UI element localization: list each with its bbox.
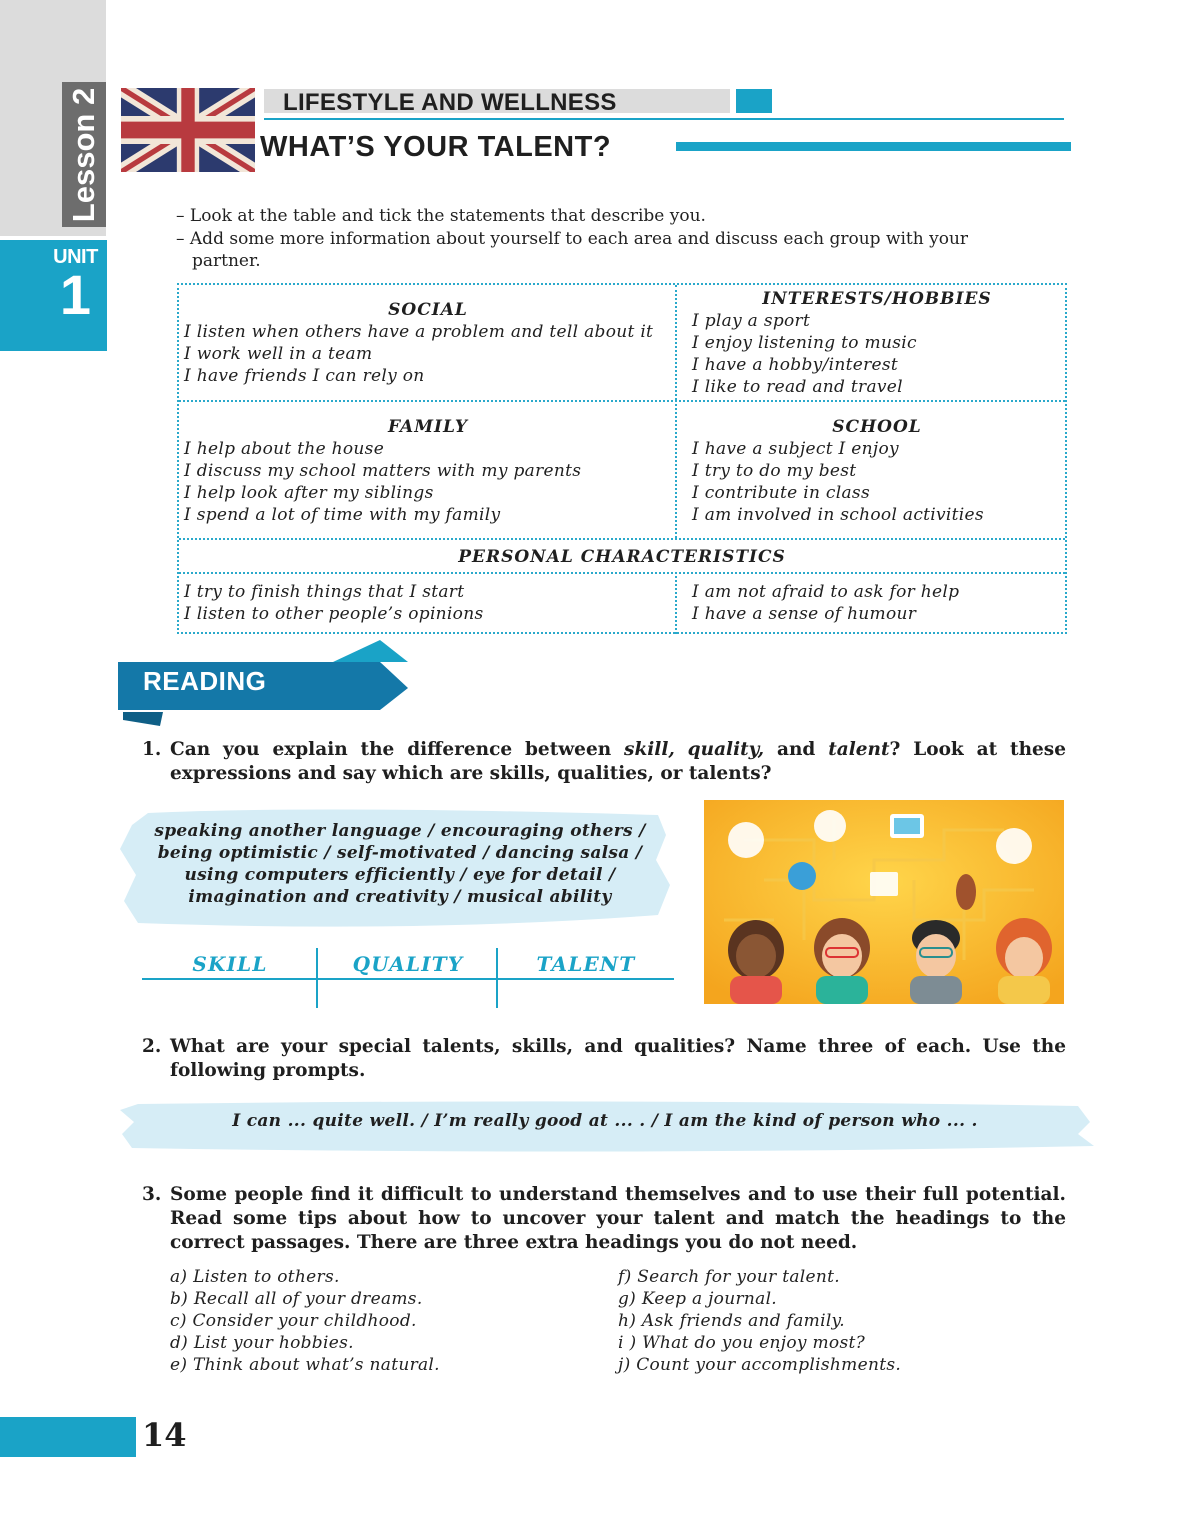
talent-column-header: TALENT xyxy=(536,952,636,976)
personal-left-cell xyxy=(184,581,672,625)
task-3-number: 3. xyxy=(142,1184,162,1205)
family-item: I discuss my school matters with my parents xyxy=(184,461,582,481)
table-divider xyxy=(179,538,1065,540)
interests-item: I like to read and travel xyxy=(692,377,903,397)
heading-option: j) Count your accomplishments. xyxy=(618,1355,902,1375)
skill-table-line xyxy=(142,978,674,980)
talent-table xyxy=(177,283,1067,634)
social-item: I work well in a team xyxy=(184,344,373,364)
school-item: I try to do my best xyxy=(692,461,857,481)
school-cell xyxy=(692,416,1062,526)
heading-option: b) Recall all of your dreams. xyxy=(170,1289,423,1309)
heading-option: c) Consider your childhood. xyxy=(170,1311,417,1331)
family-cell xyxy=(184,416,672,526)
expression-line: imagination and creativity / musical ability xyxy=(188,887,612,907)
interests-item: I have a hobby/interest xyxy=(692,355,899,375)
table-divider xyxy=(675,572,677,634)
task-1-text: Can you explain the difference between skill, quality, and talent? Look at these expressions and say which are skills, qualities, or talents? xyxy=(170,739,1066,784)
personal-item: I listen to other people’s opinions xyxy=(184,604,484,624)
table-divider xyxy=(179,400,1065,402)
unit-word: UNIT xyxy=(53,246,98,268)
unit-tab xyxy=(0,240,107,351)
heading-option: a) Listen to others. xyxy=(170,1267,340,1287)
heading-option: e) Think about what’s natural. xyxy=(170,1355,440,1375)
task-1-number: 1. xyxy=(142,739,162,760)
task-3-text: Some people find it difficult to understand themselves and to use their full potential. Read some tips about how to uncover your talent and match the headings to the correct passages. There are three extra headings you do not need. xyxy=(170,1184,1066,1253)
heading-option: f) Search for your talent. xyxy=(618,1267,840,1287)
heading-option: h) Ask friends and family. xyxy=(618,1311,845,1331)
table-divider xyxy=(675,400,677,538)
lesson-label: Lesson 2 xyxy=(62,82,106,227)
interests-heading: INTERESTS/HOBBIES xyxy=(762,289,992,309)
skill-table-divider xyxy=(316,948,318,1008)
expression-line: being optimistic / self-motivated / dancing salsa / xyxy=(157,843,643,863)
topic-divider xyxy=(264,118,1064,120)
school-item: I am involved in school activities xyxy=(692,505,984,525)
expression-line: using computers efficiently / eye for detail / xyxy=(184,865,616,885)
unit-number: 1 xyxy=(59,263,92,326)
uk-flag-icon xyxy=(121,88,255,172)
personal-item: I try to finish things that I start xyxy=(184,582,465,602)
interests-item: I play a sport xyxy=(692,311,811,331)
page-number: 14 xyxy=(142,1416,187,1454)
social-heading: SOCIAL xyxy=(388,300,468,320)
page-title: WHAT’S YOUR TALENT? xyxy=(260,131,612,163)
instruction-2-continued: partner. xyxy=(192,251,261,271)
table-divider xyxy=(179,572,1065,574)
title-accent-bar xyxy=(676,142,1071,151)
personal-right-cell xyxy=(692,581,1062,625)
personal-item: I am not afraid to ask for help xyxy=(692,582,960,602)
heading-option: d) List your hobbies. xyxy=(170,1333,354,1353)
prompts-text: I can ... quite well. / I’m really good at ... . / I am the kind of person who ... . xyxy=(232,1111,978,1131)
social-item: I have friends I can rely on xyxy=(184,366,425,386)
topic-accent xyxy=(736,89,772,113)
talents-illustration xyxy=(704,800,1064,1004)
page-number-bar xyxy=(0,1417,136,1457)
social-cell xyxy=(184,299,672,387)
instruction-1: – Look at the table and tick the statements that describe you. xyxy=(176,206,706,226)
personal-heading: PERSONAL CHARACTERISTICS xyxy=(458,547,786,567)
heading-option: i ) What do you enjoy most? xyxy=(618,1333,866,1353)
skill-table-divider xyxy=(496,948,498,1008)
family-item: I help about the house xyxy=(184,439,385,459)
interests-item: I enjoy listening to music xyxy=(692,333,917,353)
school-item: I contribute in class xyxy=(692,483,870,503)
skill-column-header: SKILL xyxy=(192,952,268,976)
school-item: I have a subject I enjoy xyxy=(692,439,899,459)
family-item: I help look after my siblings xyxy=(184,483,434,503)
interests-cell xyxy=(692,288,1062,398)
expression-line: speaking another language / encouraging others / xyxy=(154,821,646,841)
instruction-2: – Add some more information about yourself to each area and discuss each group with your xyxy=(176,229,969,249)
table-divider xyxy=(675,285,677,400)
topic-title: LIFESTYLE AND WELLNESS xyxy=(264,89,730,113)
family-heading: FAMILY xyxy=(387,417,469,437)
reading-label: READING xyxy=(143,666,267,696)
expressions-box xyxy=(140,820,660,908)
school-heading: SCHOOL xyxy=(832,417,922,437)
family-item: I spend a lot of time with my family xyxy=(184,505,501,525)
task-2-text: What are your special talents, skills, and qualities? Name three of each. Use the following prompts. xyxy=(170,1036,1066,1081)
social-item: I listen when others have a problem and tell about it xyxy=(184,322,654,342)
quality-column-header: QUALITY xyxy=(352,952,464,976)
task-2-number: 2. xyxy=(142,1036,162,1057)
heading-option: g) Keep a journal. xyxy=(618,1289,778,1309)
personal-item: I have a sense of humour xyxy=(692,604,917,624)
